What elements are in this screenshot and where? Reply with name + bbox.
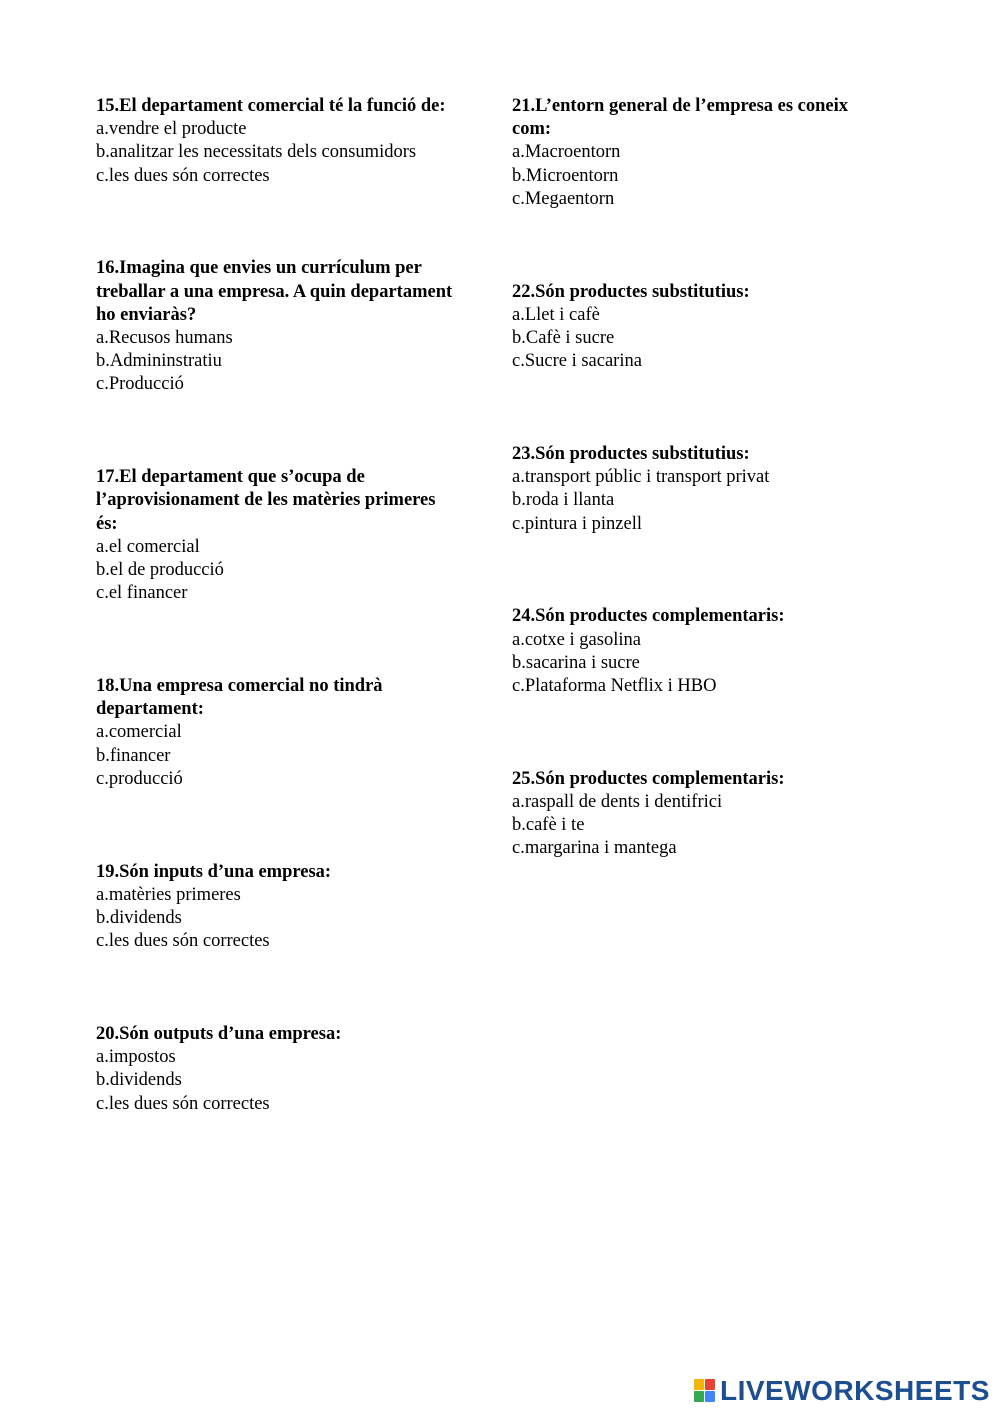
question-23-option-a[interactable]: a.transport públic i transport privat <box>512 467 770 488</box>
question-19 <box>96 861 496 954</box>
question-21-option-b[interactable]: b.Microentorn <box>512 165 619 186</box>
logo-text: LIVEWORKSHEETS <box>720 1375 990 1406</box>
question-20-option-b[interactable]: b.dividends <box>96 1070 182 1091</box>
question-25-option-a[interactable]: a.raspall de dents i dentifrici <box>512 792 723 813</box>
question-title-line: l’aprovisionament de les matèries primeres <box>96 490 436 511</box>
question-16-title <box>96 257 496 327</box>
logo-square <box>705 1379 715 1390</box>
logo-square <box>705 1391 715 1402</box>
question-23-option-c[interactable]: c.pintura i pinzell <box>512 513 642 534</box>
question-15-title <box>96 95 496 118</box>
logo-square <box>694 1379 704 1390</box>
question-title-line: 23.Són productes substitutius: <box>512 444 750 465</box>
question-17-option-b[interactable]: b.el de producció <box>96 560 224 581</box>
question-18-option-b[interactable]: b.financer <box>96 745 171 766</box>
question-22-option-a[interactable]: a.Llet i cafè <box>512 304 600 325</box>
spacer <box>96 397 496 467</box>
question-18-title <box>96 675 496 721</box>
question-21-option-c[interactable]: c.Megaentorn <box>512 188 615 209</box>
spacer <box>96 953 496 1023</box>
question-18-option-a[interactable]: a.comercial <box>96 722 182 743</box>
question-17-option-a[interactable]: a.el comercial <box>96 536 200 557</box>
left-column <box>96 95 496 1116</box>
question-25-option-b[interactable]: b.cafè i te <box>512 815 585 836</box>
question-20-option-c[interactable]: c.les dues són correctes <box>96 1093 270 1114</box>
question-16-option-c[interactable]: c.Producció <box>96 374 184 395</box>
question-16-option-b[interactable]: b.Admininstratiu <box>96 351 222 372</box>
question-title-line: 19.Són inputs d’una empresa: <box>96 861 332 882</box>
spacer <box>96 605 496 675</box>
question-title-line: 25.Són productes complementaris: <box>512 768 785 789</box>
question-title-line: treballar a una empresa. A quin departament <box>96 281 453 302</box>
question-25 <box>512 768 912 861</box>
question-25-option-c[interactable]: c.margarina i mantega <box>512 838 677 859</box>
question-22-title <box>512 281 912 304</box>
question-title-line: 15.El departament comercial té la funció de: <box>96 96 446 116</box>
question-17-option-c[interactable]: c.el financer <box>96 583 188 604</box>
question-16 <box>96 257 496 396</box>
question-17 <box>96 466 496 605</box>
liveworksheets-logo <box>694 1376 990 1406</box>
liveworksheets-logo-icon <box>694 1379 716 1403</box>
question-19-option-c[interactable]: c.les dues són correctes <box>96 931 270 952</box>
question-title-line: ho enviaràs? <box>96 304 197 325</box>
question-21-option-a[interactable]: a.Macroentorn <box>512 142 621 163</box>
spacer <box>512 373 912 443</box>
question-24-option-c[interactable]: c.Plataforma Netflix i HBO <box>512 676 717 697</box>
question-title-line: departament: <box>96 699 204 720</box>
spacer <box>96 188 496 258</box>
question-18-option-c[interactable]: c.producció <box>96 768 183 789</box>
question-15 <box>96 95 496 188</box>
question-19-title <box>96 861 496 884</box>
question-22-option-b[interactable]: b.Cafè i sucre <box>512 328 615 349</box>
question-title-line: 20.Són outputs d’una empresa: <box>96 1024 342 1045</box>
question-19-option-a[interactable]: a.matèries primeres <box>96 884 241 905</box>
question-19-option-b[interactable]: b.dividends <box>96 908 182 929</box>
question-15-option-b[interactable]: b.analitzar les necessitats dels consumidors <box>96 142 417 163</box>
question-24 <box>512 605 912 698</box>
question-title-line: 22.Són productes substitutius: <box>512 281 750 302</box>
question-24-option-b[interactable]: b.sacarina i sucre <box>512 652 640 673</box>
question-21 <box>512 95 912 211</box>
right-column <box>512 95 912 861</box>
question-15-option-a[interactable]: a.vendre el producte <box>96 119 247 140</box>
question-21-title <box>512 95 912 141</box>
question-24-option-a[interactable]: a.cotxe i gasolina <box>512 629 641 650</box>
question-16-option-a[interactable]: a.Recusos humans <box>96 328 233 349</box>
question-22 <box>512 281 912 374</box>
question-title-line: 24.Són productes complementaris: <box>512 606 785 627</box>
spacer <box>512 698 912 768</box>
question-20-option-a[interactable]: a.impostos <box>96 1047 176 1068</box>
question-23-option-b[interactable]: b.roda i llanta <box>512 490 615 511</box>
question-title-line: 17.El departament que s’ocupa de <box>96 467 365 488</box>
question-23-title <box>512 443 912 466</box>
question-15-option-c[interactable]: c.les dues són correctes <box>96 165 270 186</box>
spacer <box>512 211 912 281</box>
question-17-title <box>96 466 496 536</box>
question-title-line: 16.Imagina que envies un currículum per <box>96 258 422 279</box>
question-title-line: 21.L’entorn general de l’empresa es coneix <box>512 96 849 116</box>
question-20-title <box>96 1023 496 1046</box>
question-22-option-c[interactable]: c.Sucre i sacarina <box>512 351 642 372</box>
spacer <box>512 536 912 606</box>
logo-square <box>694 1391 704 1402</box>
question-25-title <box>512 768 912 791</box>
question-title-line: és: <box>96 513 118 534</box>
spacer <box>96 791 496 861</box>
question-23 <box>512 443 912 536</box>
question-24-title <box>512 605 912 628</box>
question-title-line: com: <box>512 119 552 140</box>
question-20 <box>96 1023 496 1116</box>
question-title-line: 18.Una empresa comercial no tindrà <box>96 676 383 697</box>
question-18 <box>96 675 496 791</box>
